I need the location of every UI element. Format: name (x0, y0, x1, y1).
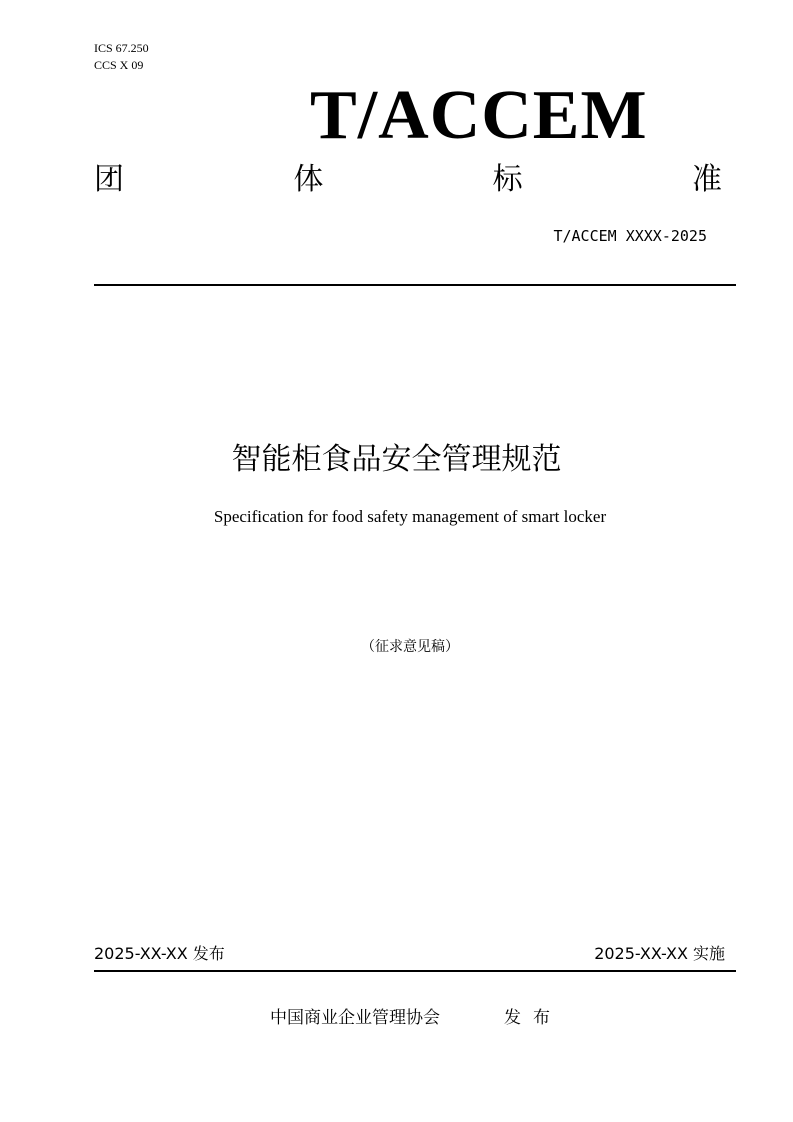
group-standard-char: 准 (691, 162, 722, 197)
document-title-zh: 智能柜食品安全管理规范 (231, 442, 562, 477)
standard-logo: T/ACCEM (310, 77, 648, 154)
publisher-name: 中国商业企业管理协会 (270, 1008, 440, 1028)
group-standard-char: 体 (293, 162, 324, 197)
group-standard-label (94, 160, 722, 200)
draft-label: （征求意见稿） (361, 639, 459, 655)
group-standard-char: 标 (492, 162, 523, 197)
footer-divider (94, 970, 736, 972)
publish-date: 2025-XX-XX 发布 (94, 944, 225, 963)
classification-codes (94, 40, 149, 74)
standard-number: T/ACCEM XXXX-2025 (553, 227, 707, 245)
implement-date: 2025-XX-XX 实施 (594, 944, 725, 963)
ics-code: ICS 67.250 (94, 41, 149, 55)
publish-action: 发布 (504, 1008, 562, 1028)
document-title-en: Specification for food safety management of smart locker (213, 507, 607, 526)
ccs-code: CCS X 09 (94, 58, 144, 72)
group-standard-char: 团 (94, 162, 124, 197)
header-divider (94, 284, 736, 286)
